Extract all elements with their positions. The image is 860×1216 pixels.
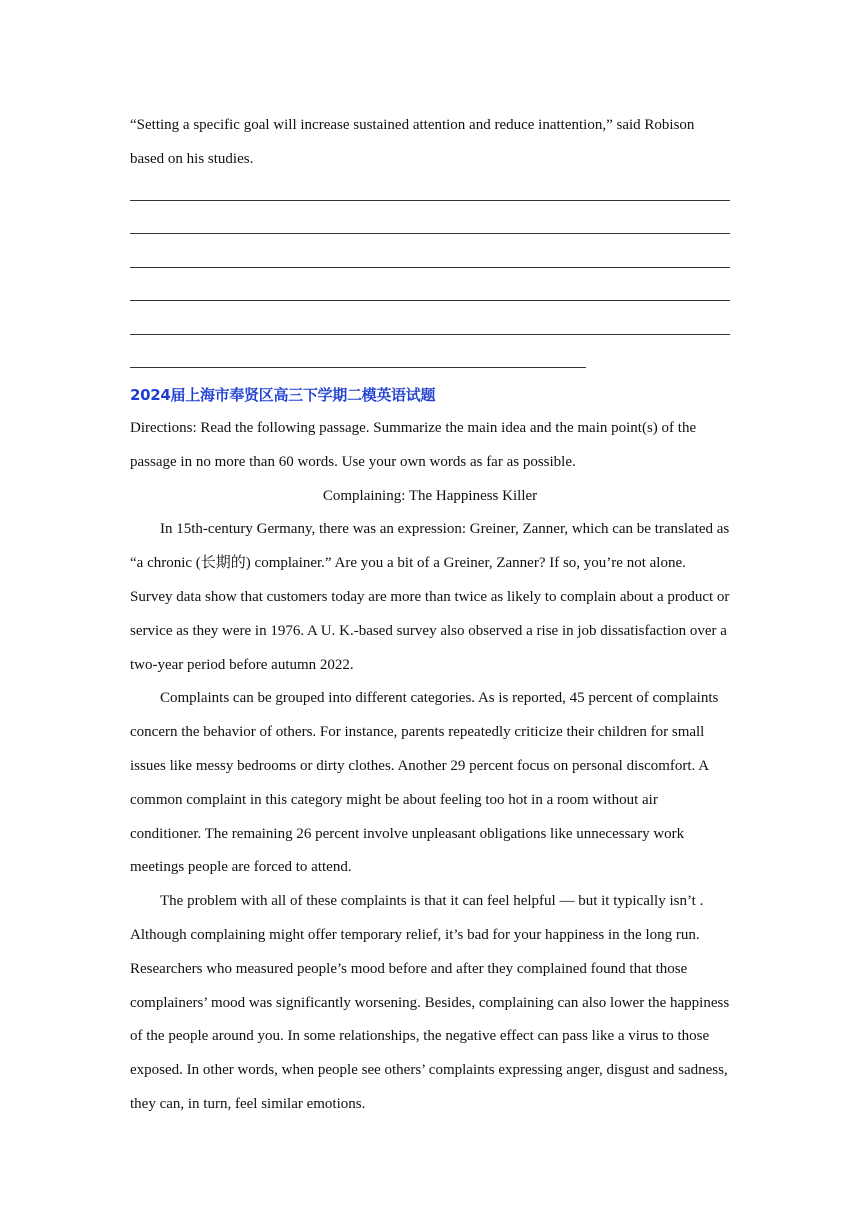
quote-line-2: based on his studies. [130,151,254,167]
answer-line[interactable] [130,277,730,311]
answer-line[interactable] [130,310,730,344]
passage-paragraph-1: In 15th-century Germany, there was an expression: Greiner, Zanner, which can be translated as “a chronic (长期的) complainer.” Are you a bit of a Greiner, Zanner? If so, you’re not alone. Survey data show that customers today are more than twice as likely to complain about a product or service as they were in 1976. A U. K.-based survey also observed a rise in job dissatisfaction over a two-year period before autumn 2022. [130,521,730,673]
document-page [130,108,730,1122]
passage-paragraph-3: The problem with all of these complaints is that it can feel helpful — but it typically isn’t . Although complaining might offer temporary relief, it’s bad for your happiness in the long run. Researchers who measured people’s mood before and after they complained found that those complainers’ mood was significantly worsening. Besides, complaining can also lower the happiness of the people around you. In some relationships, the negative effect can pass like a virus to those exposed. In other words, when people see others’ complaints expressing anger, disgust and sadness, they can, in turn, feel similar emotions. [130,893,730,1112]
exam-title: 2024届上海市奉贤区高三下学期二模英语试题 [130,386,436,404]
quote-line-1: “Setting a specific goal will increase sustained attention and reduce inattention,” said Robison [130,117,695,133]
passage-title: Complaining: The Happiness Killer [322,487,538,504]
answer-line[interactable] [130,176,730,210]
directions-text: Directions: Read the following passage. Summarize the main idea and the main point(s) of the passage in no more than 60 words. Use your own words as far as possible. [130,420,697,470]
answer-line[interactable] [130,210,730,244]
passage-paragraph-2: Complaints can be grouped into different categories. As is reported, 45 percent of complaints concern the behavior of others. For instance, parents repeatedly criticize their children for small issues like messy bedrooms or dirty clothes. Another 29 percent focus on personal discomfort. A common complaint in this category might be about feeling too hot in a room without air conditioner. The remaining 26 percent involve unpleasant obligations like unnecessary work meetings people are forced to attend. [130,690,719,876]
answer-area [130,176,730,377]
answer-line[interactable] [130,243,730,277]
answer-line[interactable] [130,344,730,378]
